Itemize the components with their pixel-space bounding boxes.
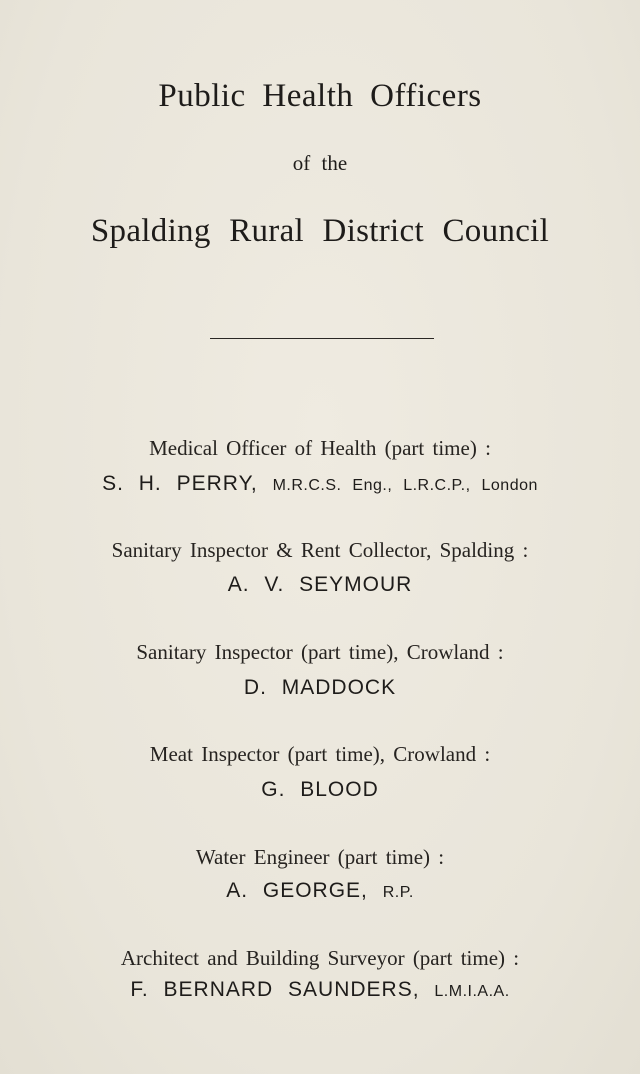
- officer-role-architect: Architect and Building Surveyor (part time) :: [120, 946, 520, 970]
- officer-name-text: A. GEORGE,: [226, 879, 368, 902]
- officer-name-water-engineer: [0, 879, 640, 903]
- officer-role-sanitary-crowland: Sanitary Inspector (part time), Crowland :: [136, 640, 504, 664]
- officer-role-meat-inspector: Meat Inspector (part time), Crowland :: [149, 742, 491, 766]
- title-connector: of the: [292, 151, 348, 175]
- officer-name-sanitary-spalding: A. V. SEYMOUR: [227, 573, 413, 596]
- page-title: Public Health Officers: [158, 78, 482, 114]
- divider-rule: [210, 338, 434, 339]
- council-name: Spalding Rural District Council: [90, 213, 550, 249]
- officer-role-sanitary-spalding: Sanitary Inspector & Rent Collector, Spalding :: [111, 538, 529, 562]
- officer-role-water-engineer: Water Engineer (part time) :: [195, 845, 445, 869]
- officer-qualifications: L.M.I.A.A.: [434, 983, 510, 1000]
- officer-qualifications: M.R.C.S. Eng., L.R.C.P., London: [272, 477, 538, 494]
- officer-name-medical: [0, 472, 640, 496]
- officer-name-text: S. H. PERRY,: [102, 472, 258, 495]
- officer-name-text: F. BERNARD SAUNDERS,: [130, 978, 420, 1001]
- officer-qualifications: R.P.: [382, 884, 414, 901]
- officer-name-meat-inspector: G. BLOOD: [261, 778, 379, 801]
- officer-role-medical: Medical Officer of Health (part time) :: [149, 436, 491, 460]
- officer-name-sanitary-crowland: D. MADDOCK: [243, 676, 397, 699]
- officer-name-architect: [0, 978, 640, 1002]
